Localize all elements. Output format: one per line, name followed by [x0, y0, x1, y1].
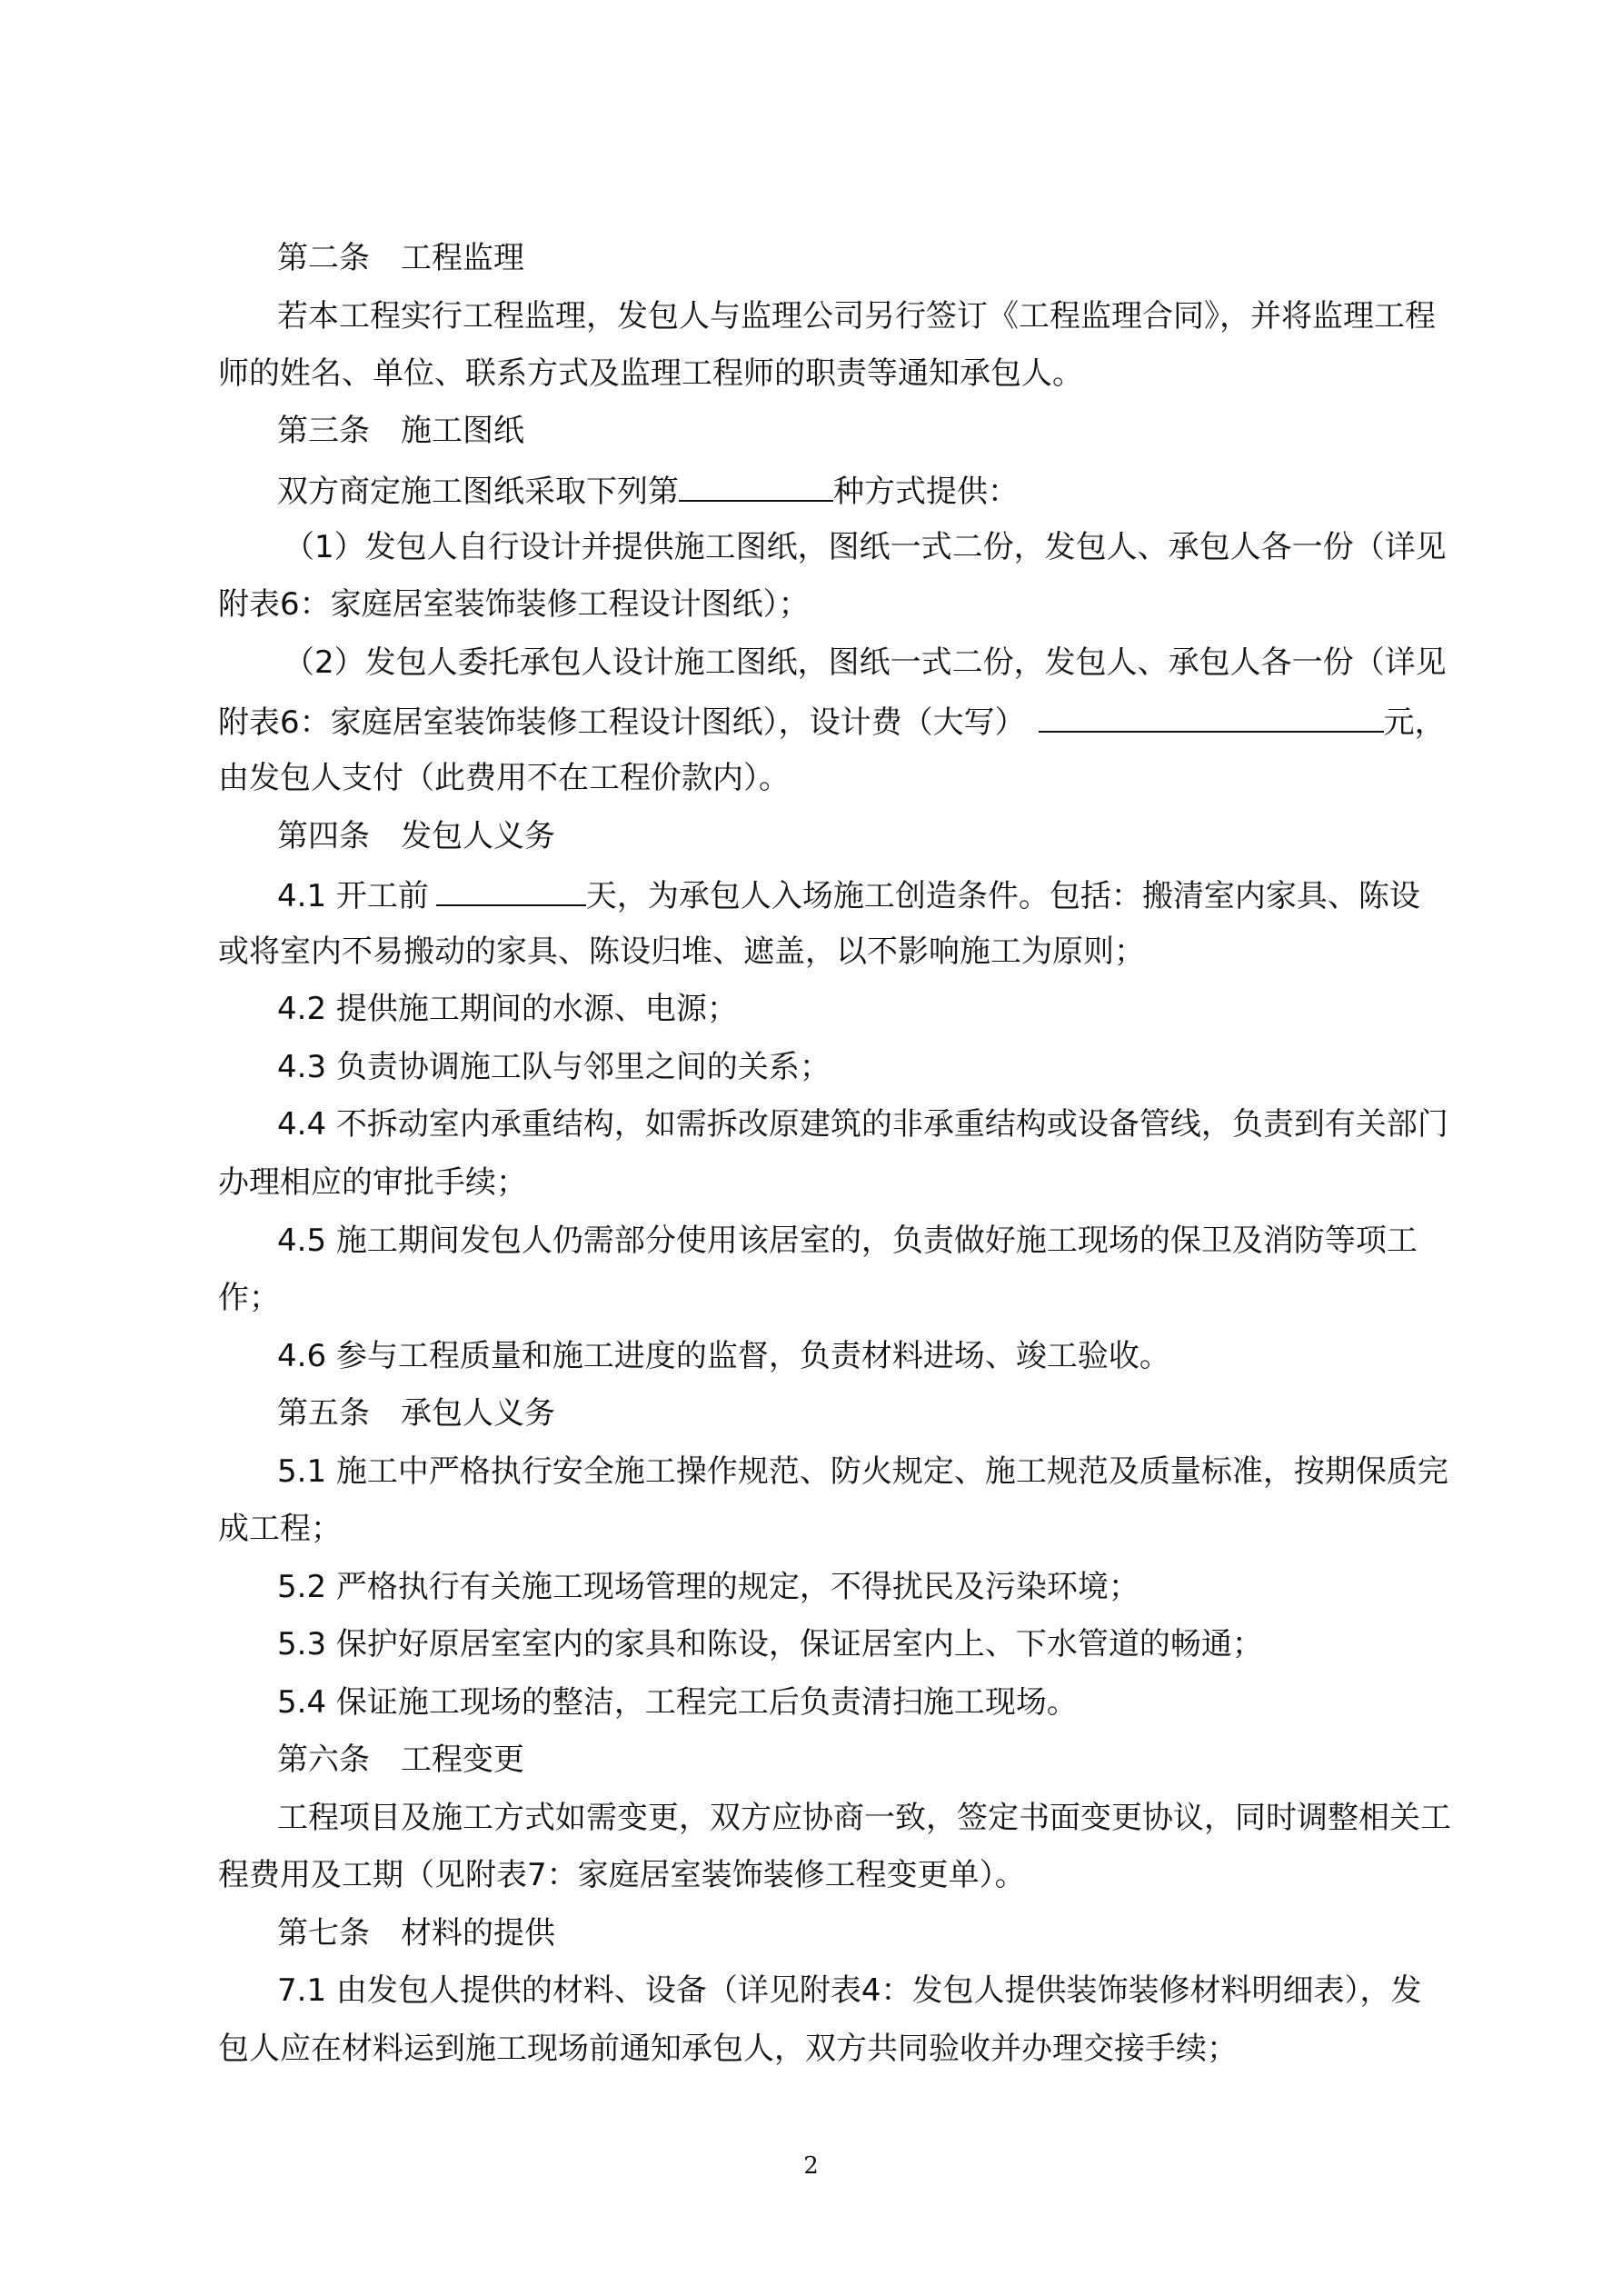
days-before-start-blank[interactable]: [436, 873, 586, 906]
article-3-option-2-line3: 由发包人支付（此费用不在工程价款内）。: [218, 760, 790, 796]
article-6-text-line1: 工程项目及施工方式如需变更，双方应协商一致，签定书面变更协议，同时调整相关工: [277, 1800, 1451, 1836]
design-fee-blank[interactable]: [1039, 700, 1384, 733]
item-4-4-line2: 办理相应的审批手续；: [218, 1164, 527, 1201]
page-number: 2: [803, 2152, 819, 2180]
item-5-4: 5.4 保证施工现场的整洁，工程完工后负责清扫施工现场。: [277, 1684, 1078, 1721]
article-3-option-2-line2: 附表6：家庭居室装饰装修工程设计图纸），设计费（大写） 元，: [0, 700, 1622, 743]
article-7-heading: 第七条 材料的提供: [277, 1915, 555, 1952]
item-5-1-line2: 成工程；: [218, 1511, 342, 1547]
item-7-1-line2: 包人应在材料运到施工现场前通知承包人，双方共同验收并办理交接手续；: [218, 2031, 1238, 2067]
item-4-5-line1: 4.5 施工期间发包人仍需部分使用该居室的，负责做好施工现场的保卫及消防等项工: [277, 1223, 1418, 1259]
item-4-6: 4.6 参与工程质量和施工进度的监督，负责材料进场、竣工验收。: [277, 1338, 1170, 1374]
item-4-4-line1: 4.4 不拆动室内承重结构，如需拆改原建筑的非承重结构或设备管线，负责到有关部门: [277, 1106, 1448, 1143]
item-4-1-line1: 4.1 开工前 天，为承包人入场施工创造条件。包括：搬清室内家具、陈设: [0, 873, 1622, 916]
article-4-heading: 第四条 发包人义务: [277, 818, 555, 854]
method-number-blank[interactable]: [679, 469, 833, 502]
item-4-5-line2: 作；: [218, 1280, 280, 1316]
item-7-1-line1: 7.1 由发包人提供的材料、设备（详见附表4：发包人提供装饰装修材料明细表），发: [277, 1972, 1422, 2009]
article-2-text-line1: 若本工程实行工程监理，发包人与监理公司另行签订《工程监理合同》，并将监理工程: [277, 298, 1436, 334]
item-5-2: 5.2 严格执行有关施工现场管理的规定，不得扰民及污染环境；: [277, 1569, 1139, 1605]
item-4-2: 4.2 提供施工期间的水源、电源；: [277, 991, 738, 1027]
article-2-heading: 第二条 工程监理: [277, 240, 524, 276]
article-3-option-1-line1: （1）发包人自行设计并提供施工图纸，图纸一式二份，发包人、承包人各一份（详见: [284, 529, 1447, 565]
article-3-option-2-line1: （2）发包人委托承包人设计施工图纸，图纸一式二份，发包人、承包人各一份（详见: [284, 644, 1447, 681]
article-2-text-line2: 师的姓名、单位、联系方式及监理工程师的职责等通知承包人。: [218, 355, 1083, 392]
article-6-text-line2: 程费用及工期（见附表7：家庭居室装饰装修工程变更单）。: [218, 1857, 1026, 1893]
article-3-option-1-line2: 附表6：家庭居室装饰装修工程设计图纸）；: [218, 586, 810, 623]
item-5-1-line1: 5.1 施工中严格执行安全施工操作规范、防火规定、施工规范及质量标准，按期保质完: [277, 1453, 1448, 1490]
item-5-3: 5.3 保护好原居室室内的家具和陈设，保证居室内上、下水管道的畅通；: [277, 1626, 1263, 1662]
article-6-heading: 第六条 工程变更: [277, 1742, 524, 1778]
item-4-3: 4.3 负责协调施工队与邻里之间的关系；: [277, 1049, 831, 1085]
article-5-heading: 第五条 承包人义务: [277, 1395, 555, 1432]
item-4-1-line2: 或将室内不易搬动的家具、陈设归堆、遮盖，以不影响施工为原则；: [218, 933, 1145, 970]
article-3-intro: 双方商定施工图纸采取下列第 种方式提供：: [0, 469, 1622, 512]
article-3-heading: 第三条 施工图纸: [277, 413, 524, 449]
